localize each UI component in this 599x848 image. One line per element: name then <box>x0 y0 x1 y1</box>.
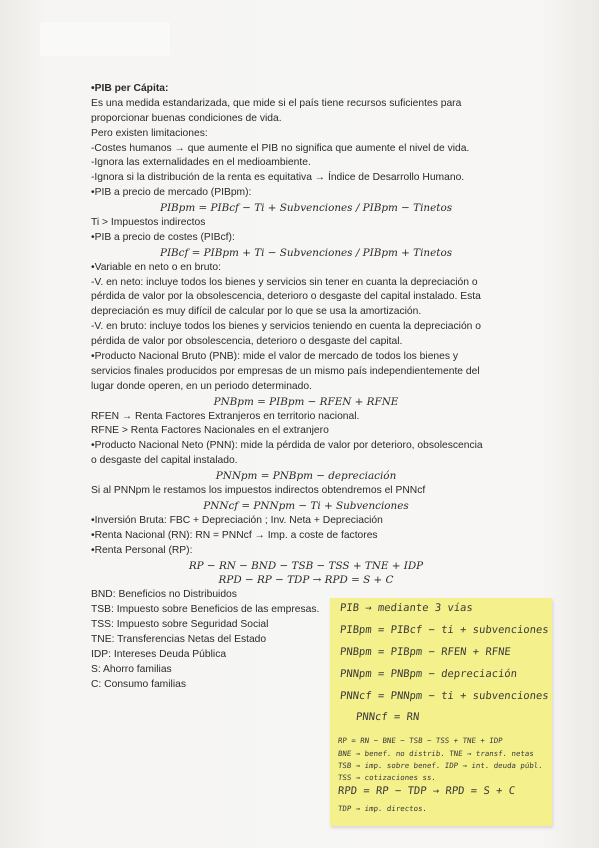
text-line: lugar donde operen, en un periodo determinado. <box>91 380 312 392</box>
definition-line: BND: Beneficios no Distribuidos <box>91 589 237 601</box>
definition-line: TSB: Impuesto sobre Beneficios de las empresas. <box>91 604 320 616</box>
text-line: Si al PNNpm le restamos los impuestos indirectos obtendremos el PNNcf <box>91 485 426 497</box>
handwritten-line: PNNpm = PNBpm − depreciación <box>339 668 518 680</box>
section-heading-renta-nacional: •Renta Nacional (RN): RN = PNNcf → Imp. a coste de factores <box>91 529 378 541</box>
section-heading-pib-cf: •PIB a precio de costes (PIBcf): <box>91 231 235 243</box>
equation-pnb: PNBpm = PIBpm − RFEN + RFNE <box>213 395 399 408</box>
text-line: pérdida de valor por obsolescencia, deterioro o desgaste del capital. <box>91 336 403 348</box>
text-line: RFEN → Renta Factores Extranjeros en territorio nacional. <box>91 410 360 422</box>
definition-line: S: Ahorro familias <box>91 663 172 675</box>
handwritten-line: TSS → cotizaciones ss. <box>337 773 437 782</box>
equation-rp: RP − RN − BND − TSB − TSS + TNE + IDP <box>188 559 424 572</box>
text-line: -V. en neto: incluye todos los bienes y servicios sin tener en cuanta la depreciación o <box>91 276 478 288</box>
section-heading-pnn: •Producto Nacional Neto (PNN): mide la pérdida de valor por deterioro, obsolescencia <box>91 440 483 452</box>
redacted-header <box>40 22 170 56</box>
handwritten-line: TDP → imp. directos. <box>337 804 428 813</box>
handwritten-line: PNNcf = PNNpm − ti + subvenciones <box>339 690 550 702</box>
definition-line: C: Consumo familias <box>91 678 186 690</box>
text-line: -Ignora las externalidades en el medioambiente. <box>91 157 311 169</box>
text-line: -V. en bruto: incluye todos los bienes y servicios teniendo en cuenta la depreciación o <box>91 321 481 333</box>
text-line: Ti > Impuestos indirectos <box>91 217 206 229</box>
handwritten-line: PIBpm = PIBcf − ti + subvenciones <box>339 624 550 636</box>
definition-line: TSS: Impuesto sobre Seguridad Social <box>91 619 269 631</box>
handwritten-line: TSB → imp. sobre benef. IDP → int. deuda públ. <box>337 761 544 770</box>
equation-pnn-pm: PNNpm = PNBpm − depreciación <box>215 470 397 483</box>
handwritten-line: PNBpm = PIBpm − RFEN + RFNE <box>339 646 512 658</box>
definition-line: TNE: Transferencias Netas del Estado <box>91 633 267 645</box>
text-line: -Ignora si la distribución de la renta es equitativa → Índice de Desarrollo Humano. <box>91 172 465 184</box>
equation-rpd: RPD − RP − TDP → RPD = S + C <box>218 574 394 587</box>
text-line: RFNE > Renta Factores Nacionales en el extranjero <box>91 425 329 437</box>
text-line: proporcionar buenas condiciones de vida. <box>91 112 282 124</box>
text-line: Pero existen limitaciones: <box>91 127 208 139</box>
text-line: servicios finales producidos por empresas de un mismo país independientemente del <box>91 365 480 377</box>
definition-line: IDP: Intereses Deuda Pública <box>91 648 227 660</box>
section-heading-neto-bruto: •Variable en neto o en bruto: <box>91 261 221 273</box>
text-line: pérdida de valor por la obsolescencia, deterioro o desgaste del capital instalado. Esta <box>91 291 481 303</box>
equation-pib-cf: PIBcf = PIBpm + Ti − Subvenciones / PIBpm + Tinetos <box>159 246 453 259</box>
handwritten-line: RPD = RP − TDP → RPD = S + C <box>337 785 516 797</box>
section-heading-pib-per-capita: •PIB per Cápita: <box>91 83 169 94</box>
handwritten-line: PNNcf = RN <box>355 711 420 723</box>
equation-pib-pm: PIBpm = PIBcf − Ti + Subvenciones / PIBpm − Tinetos <box>159 202 453 215</box>
section-heading-renta-personal: •Renta Personal (RP): <box>91 544 193 556</box>
text-line: -Costes humanos → que aumente el PIB no significa que aumente el nivel de vida. <box>91 142 470 154</box>
handwritten-line: BNE → benef. no distrib. TNE → transf. netas <box>337 749 535 758</box>
sticky-note <box>330 598 552 826</box>
section-heading-pib-pm: •PIB a precio de mercado (PIBpm): <box>91 187 252 199</box>
section-heading-pnb: •Producto Nacional Bruto (PNB): mide el valor de mercado de todos los bienes y <box>91 351 459 363</box>
section-heading-inversion: •Inversión Bruta: FBC + Depreciación ; Inv. Neta + Depreciación <box>91 514 383 526</box>
text-line: o desgaste del capital instalado. <box>91 455 238 467</box>
text-line: Es una medida estandarizada, que mide si el país tiene recursos suficientes para <box>91 97 462 109</box>
handwritten-line: PIB → mediante 3 vías <box>339 602 474 614</box>
text-line: depreciación es muy difícil de calcular por lo que se usa la amortización. <box>91 306 422 318</box>
handwritten-line: RP = RN − BNE − TSB − TSS + TNE + IDP <box>337 736 504 745</box>
equation-pnn-cf: PNNcf = PNNpm − Ti + Subvenciones <box>203 499 409 512</box>
